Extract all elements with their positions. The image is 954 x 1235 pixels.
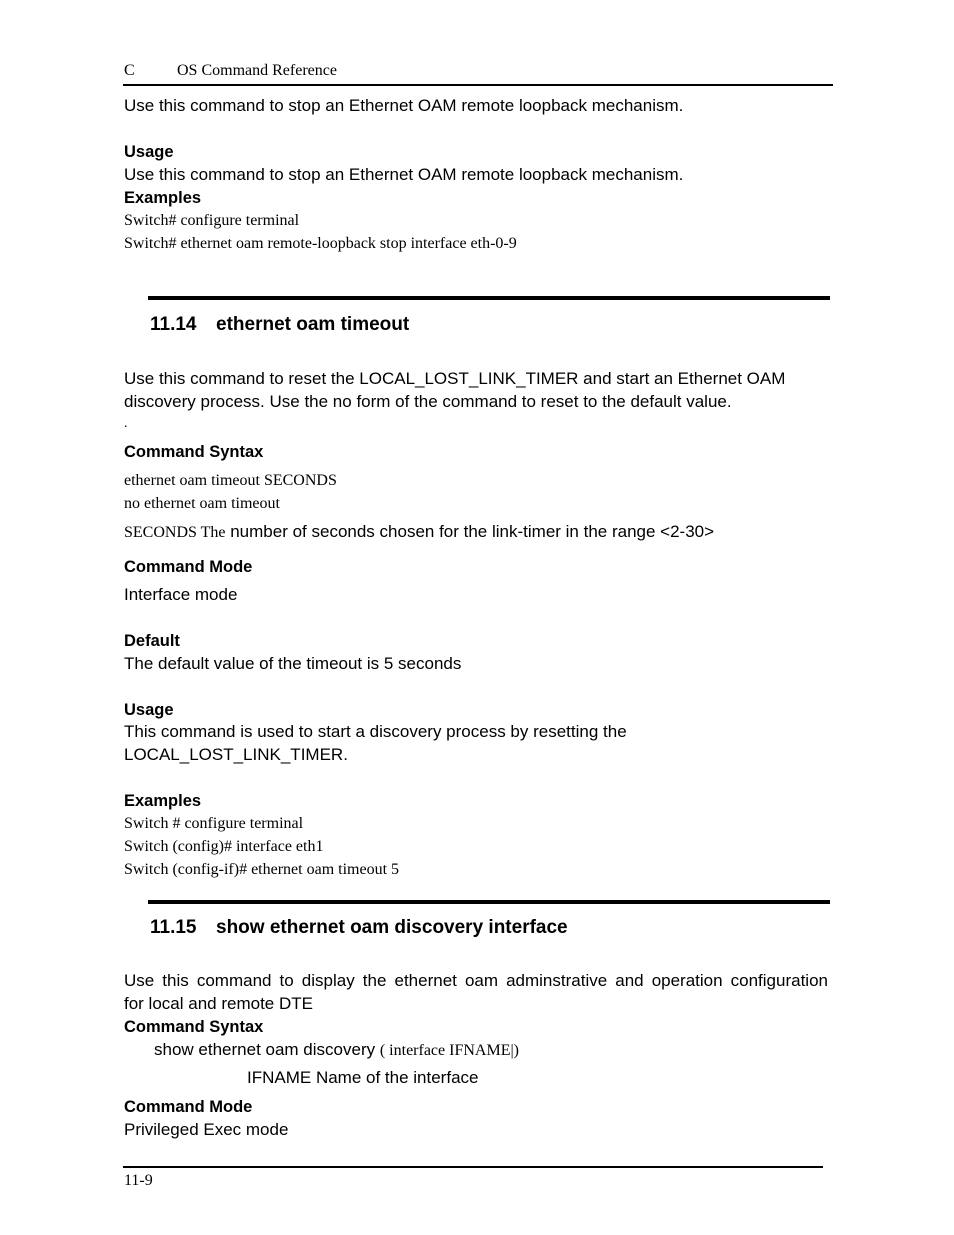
top-usage-heading: Usage bbox=[124, 143, 174, 161]
section-title-11-14: ethernet oam timeout bbox=[216, 314, 410, 335]
s1114-example-line: Switch # configure terminal bbox=[124, 815, 304, 832]
s1114-intro-line-2: discovery process. Use the no form of the command to reset to the default value. bbox=[124, 392, 732, 411]
s1114-example-line: Switch (config-if)# ethernet oam timeout 5 bbox=[124, 861, 400, 878]
s1114-default-heading: Default bbox=[124, 632, 180, 650]
section-number-11-15: 11.15 bbox=[150, 917, 197, 938]
s1114-param-desc: number of seconds chosen for the link-timer in the range <2-30> bbox=[225, 522, 715, 541]
section-number-11-14: 11.14 bbox=[150, 314, 197, 335]
s1114-param-line bbox=[124, 522, 714, 542]
s1115-syntax-line bbox=[154, 1040, 519, 1060]
s1114-syntax-line: ethernet oam timeout SECONDS bbox=[124, 472, 337, 489]
s1115-param: IFNAME Name of the interface bbox=[247, 1068, 479, 1087]
top-example-line: Switch# ethernet oam remote-loopback stop interface eth-0-9 bbox=[124, 235, 517, 252]
footer-rule bbox=[123, 1166, 823, 1168]
s1114-dot: . bbox=[124, 416, 128, 431]
s1115-syntax-args: ( interface IFNAME|) bbox=[379, 1042, 519, 1059]
s1115-mode: Privileged Exec mode bbox=[124, 1120, 289, 1139]
section-rule-11-14 bbox=[148, 296, 830, 300]
section-title-11-15: show ethernet oam discovery interface bbox=[216, 917, 568, 938]
header-letter: C bbox=[124, 62, 135, 79]
page-number: 11-9 bbox=[124, 1172, 153, 1189]
s1114-usage-line-1: This command is used to start a discovery process by resetting the bbox=[124, 722, 627, 741]
top-intro: Use this command to stop an Ethernet OAM remote loopback mechanism. bbox=[124, 96, 684, 115]
s1115-mode-heading: Command Mode bbox=[124, 1098, 253, 1116]
s1115-intro-line-1: Use this command to display the ethernet oam adminstrative and operation configuration bbox=[124, 971, 828, 990]
s1114-intro-line-1: Use this command to reset the LOCAL_LOST_LINK_TIMER and start an Ethernet OAM bbox=[124, 369, 786, 388]
s1114-examples-heading: Examples bbox=[124, 792, 202, 810]
s1114-syntax-line: no ethernet oam timeout bbox=[124, 495, 280, 512]
top-example-line: Switch# configure terminal bbox=[124, 212, 300, 229]
s1115-syntax-heading: Command Syntax bbox=[124, 1018, 264, 1036]
top-usage-text: Use this command to stop an Ethernet OAM remote loopback mechanism. bbox=[124, 165, 684, 184]
section-rule-11-15 bbox=[148, 900, 830, 904]
s1115-intro-line-2: for local and remote DTE bbox=[124, 994, 313, 1013]
header-title: OS Command Reference bbox=[177, 62, 337, 79]
s1114-syntax-heading: Command Syntax bbox=[124, 443, 264, 461]
s1114-param-name: SECONDS The bbox=[124, 524, 226, 541]
s1114-example-line: Switch (config)# interface eth1 bbox=[124, 838, 324, 855]
s1114-mode: Interface mode bbox=[124, 585, 238, 604]
s1114-mode-heading: Command Mode bbox=[124, 558, 253, 576]
s1114-usage-line-2: LOCAL_LOST_LINK_TIMER. bbox=[124, 745, 348, 764]
header-rule bbox=[123, 84, 833, 86]
s1114-usage-heading: Usage bbox=[124, 701, 174, 719]
top-examples-heading: Examples bbox=[124, 189, 202, 207]
s1114-default: The default value of the timeout is 5 seconds bbox=[124, 654, 462, 673]
s1115-syntax-cmd: show ethernet oam discovery bbox=[154, 1040, 380, 1059]
